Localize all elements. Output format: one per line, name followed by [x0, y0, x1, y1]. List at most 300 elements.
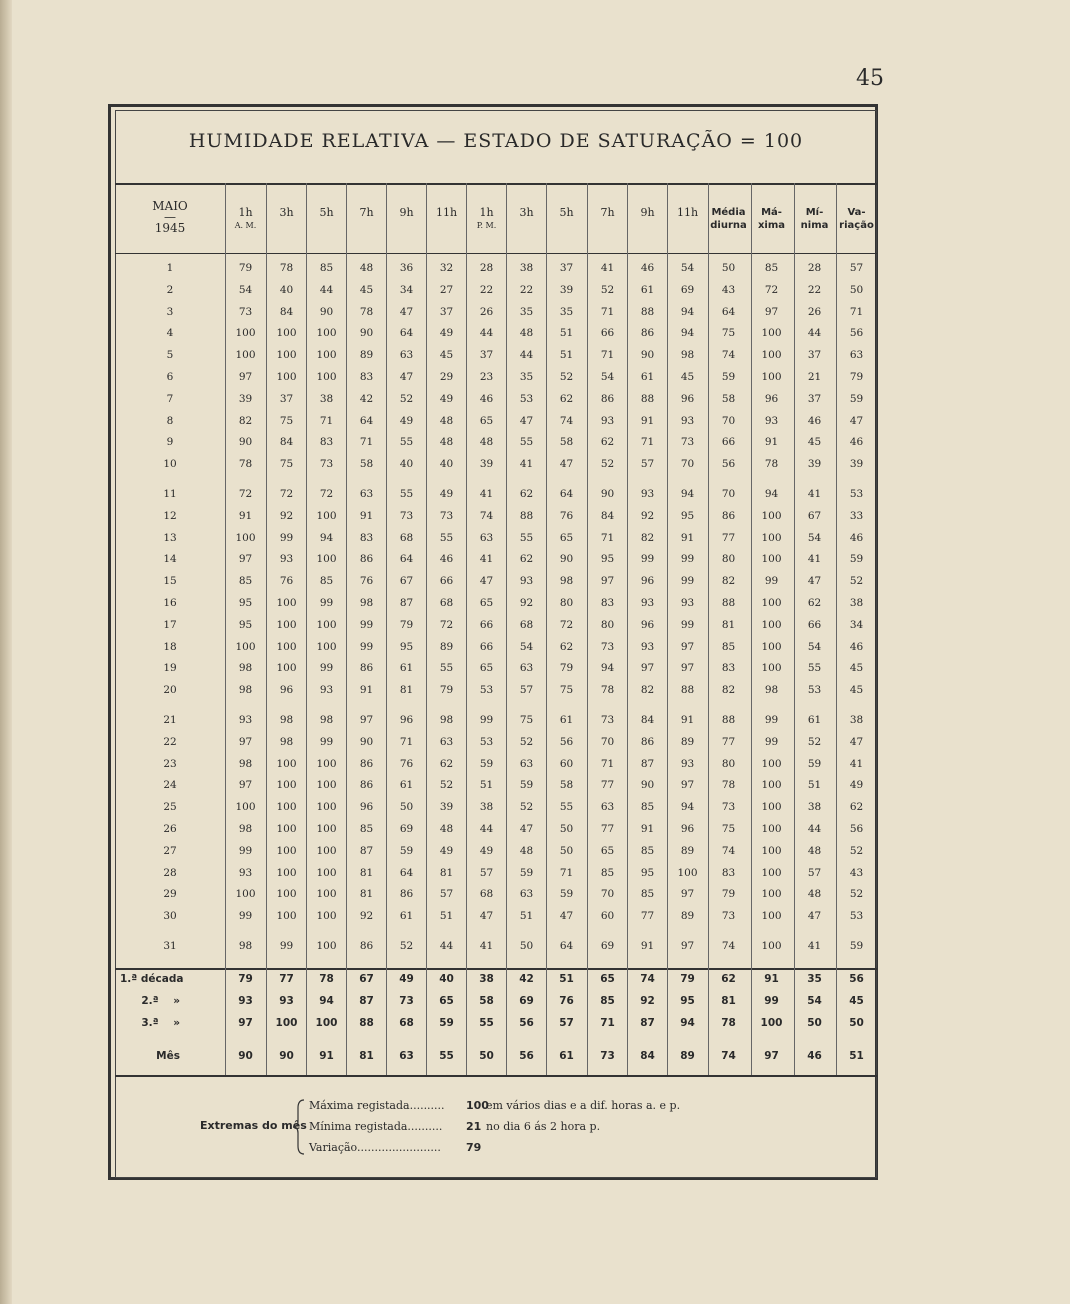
summary-cell: 78 [721, 1017, 736, 1029]
value-cell: 78 [764, 458, 779, 471]
value-cell: 48 [479, 436, 494, 449]
summary-top-rule [115, 968, 877, 970]
value-cell: 94 [680, 801, 695, 814]
value-cell: 75 [721, 327, 736, 340]
value-cell: 56 [721, 458, 736, 471]
value-cell: 99 [764, 735, 779, 748]
value-cell: 37 [807, 392, 822, 405]
value-cell: 34 [399, 283, 414, 296]
value-cell: 100 [276, 910, 297, 923]
value-cell: 88 [640, 392, 655, 405]
value-cell: 64 [559, 940, 574, 952]
value-cell: 39 [849, 458, 864, 471]
value-cell: 71 [399, 735, 414, 748]
header-column [667, 200, 708, 248]
value-cell: 57 [640, 458, 655, 471]
summary-cell: 56 [519, 1017, 534, 1029]
value-cell: 50 [559, 844, 574, 857]
value-cell: 40 [279, 283, 294, 296]
day-cell: 21 [163, 714, 177, 726]
value-cell: 96 [279, 684, 294, 697]
summary-cell: 79 [680, 973, 695, 985]
value-cell: 91 [640, 823, 655, 835]
value-cell: 46 [807, 414, 822, 427]
value-cell: 89 [359, 349, 374, 362]
value-cell: 100 [316, 349, 337, 362]
value-cell: 45 [680, 371, 695, 383]
value-cell: 53 [849, 488, 864, 500]
value-cell: 71 [559, 866, 574, 879]
page-number: 45 [856, 66, 884, 91]
value-cell: 100 [276, 597, 297, 609]
header-column [751, 200, 792, 248]
summary-cell: 95 [680, 995, 695, 1007]
value-cell: 39 [559, 283, 574, 296]
summary-cell: 50 [479, 1050, 494, 1062]
day-cell: 5 [166, 349, 174, 362]
value-cell: 46 [439, 553, 454, 566]
value-cell: 79 [399, 618, 414, 631]
day-cell: 12 [163, 509, 177, 522]
value-cell: 73 [319, 458, 334, 471]
summary-cell: 81 [359, 1050, 374, 1062]
value-cell: 41 [807, 488, 822, 500]
value-cell: 66 [439, 575, 454, 588]
value-cell: 97 [238, 735, 253, 748]
header-column-main: 5h [559, 206, 574, 219]
value-cell: 100 [276, 779, 297, 792]
summary-cell: 97 [764, 1050, 779, 1062]
value-cell: 89 [680, 910, 695, 923]
value-cell: 66 [479, 640, 494, 653]
value-cell: 100 [276, 801, 297, 814]
value-cell: 75 [519, 714, 534, 726]
value-cell: 43 [721, 283, 736, 296]
value-cell: 47 [849, 735, 864, 748]
value-cell: 37 [807, 349, 822, 362]
value-cell: 59 [849, 392, 864, 405]
day-cell: 7 [166, 392, 174, 405]
summary-cell: 81 [721, 995, 736, 1007]
value-cell: 88 [519, 509, 534, 522]
value-cell: 44 [807, 823, 822, 835]
value-cell: 72 [764, 283, 779, 296]
value-cell: 58 [721, 392, 736, 405]
value-cell: 79 [559, 662, 574, 675]
summary-cell: 46 [807, 1050, 822, 1062]
value-cell: 45 [807, 436, 822, 449]
extremes-label: Extremas do mês [200, 1119, 307, 1132]
value-cell: 54 [680, 262, 695, 274]
value-cell: 38 [519, 262, 534, 274]
value-cell: 78 [600, 684, 615, 697]
value-cell: 94 [319, 531, 334, 544]
value-cell: 84 [640, 714, 655, 726]
day-cell: 4 [166, 327, 174, 340]
day-cell: 23 [163, 757, 177, 770]
value-cell: 68 [439, 597, 454, 609]
value-cell: 99 [319, 597, 334, 609]
value-cell: 85 [319, 262, 334, 274]
header-column [266, 200, 307, 248]
header-column-sub: A. M. [234, 221, 257, 230]
extreme-name: Máxima registada.......... [309, 1099, 445, 1112]
value-cell: 49 [439, 844, 454, 857]
value-cell: 58 [359, 458, 374, 471]
summary-cell: 91 [319, 1050, 334, 1062]
value-cell: 100 [761, 553, 782, 566]
value-cell: 26 [807, 305, 822, 318]
header-column [836, 200, 877, 248]
value-cell: 95 [238, 597, 253, 609]
value-cell: 100 [316, 618, 337, 631]
value-cell: 98 [238, 940, 253, 952]
value-cell: 99 [238, 910, 253, 923]
day-cell: 11 [163, 488, 177, 500]
value-cell: 83 [600, 597, 615, 609]
day-cell: 19 [163, 662, 177, 675]
value-cell: 60 [559, 757, 574, 770]
value-cell: 65 [479, 597, 494, 609]
value-cell: 44 [807, 327, 822, 340]
value-cell: 100 [276, 823, 297, 835]
value-cell: 93 [680, 757, 695, 770]
value-cell: 62 [559, 392, 574, 405]
value-cell: 53 [807, 684, 822, 697]
value-cell: 100 [276, 866, 297, 879]
value-cell: 52 [399, 392, 414, 405]
value-cell: 48 [439, 414, 454, 427]
value-cell: 78 [721, 779, 736, 792]
value-cell: 57 [849, 262, 864, 274]
summary-cell: 51 [849, 1050, 864, 1062]
value-cell: 99 [640, 553, 655, 566]
header-column-main: Va- [847, 207, 866, 218]
value-cell: 28 [807, 262, 822, 274]
value-cell: 86 [600, 392, 615, 405]
value-cell: 63 [519, 662, 534, 675]
header-column-main: 7h [359, 206, 374, 219]
value-cell: 61 [399, 910, 414, 923]
value-cell: 69 [399, 823, 414, 835]
value-cell: 100 [316, 801, 337, 814]
value-cell: 47 [807, 575, 822, 588]
extreme-note: em vários dias e a dif. horas a. e p. [486, 1099, 681, 1112]
value-cell: 85 [600, 866, 615, 879]
summary-cell: 69 [519, 995, 534, 1007]
value-cell: 70 [721, 488, 736, 500]
value-cell: 79 [849, 371, 864, 383]
summary-cell: 93 [279, 995, 294, 1007]
summary-label: Mês [156, 1050, 180, 1062]
header-column [426, 200, 467, 248]
value-cell: 100 [276, 844, 297, 857]
day-cell: 24 [163, 779, 177, 792]
value-cell: 41 [807, 940, 822, 952]
header-column [466, 200, 507, 248]
value-cell: 68 [519, 618, 534, 631]
value-cell: 52 [559, 371, 574, 383]
value-cell: 74 [559, 414, 574, 427]
value-cell: 97 [359, 714, 374, 726]
value-cell: 95 [238, 618, 253, 631]
summary-cell: 50 [849, 1017, 864, 1029]
day-cell: 13 [163, 531, 177, 544]
summary-cell: 63 [399, 1050, 414, 1062]
value-cell: 96 [640, 575, 655, 588]
value-cell: 50 [519, 940, 534, 952]
value-cell: 72 [439, 618, 454, 631]
value-cell: 93 [279, 553, 294, 566]
value-cell: 48 [359, 262, 374, 274]
summary-cell: 85 [600, 995, 615, 1007]
value-cell: 50 [721, 262, 736, 274]
value-cell: 73 [721, 910, 736, 923]
day-cell: 26 [163, 823, 177, 835]
value-cell: 72 [279, 488, 294, 500]
value-cell: 99 [764, 575, 779, 588]
value-cell: 74 [721, 844, 736, 857]
value-cell: 100 [761, 640, 782, 653]
value-cell: 80 [600, 618, 615, 631]
value-cell: 40 [439, 458, 454, 471]
value-cell: 99 [279, 940, 294, 952]
summary-cell: 88 [359, 1017, 374, 1029]
value-cell: 81 [359, 888, 374, 901]
value-cell: 95 [399, 640, 414, 653]
summary-cell: 49 [399, 973, 414, 985]
value-cell: 41 [479, 553, 494, 566]
value-cell: 100 [235, 531, 256, 544]
value-cell: 48 [439, 823, 454, 835]
value-cell: 100 [316, 553, 337, 566]
day-cell: 14 [163, 553, 177, 566]
day-cell: 17 [163, 618, 177, 631]
summary-cell: 73 [399, 995, 414, 1007]
value-cell: 54 [519, 640, 534, 653]
value-cell: 83 [319, 436, 334, 449]
value-cell: 49 [439, 327, 454, 340]
day-cell: 20 [163, 684, 177, 697]
value-cell: 100 [316, 844, 337, 857]
value-cell: 100 [276, 327, 297, 340]
value-cell: 90 [559, 553, 574, 566]
extremes-top-rule [115, 1075, 877, 1077]
value-cell: 84 [279, 436, 294, 449]
value-cell: 93 [319, 684, 334, 697]
value-cell: 44 [319, 283, 334, 296]
value-cell: 86 [399, 888, 414, 901]
value-cell: 64 [399, 553, 414, 566]
value-cell: 66 [600, 327, 615, 340]
header-column-sub: xima [757, 220, 786, 231]
value-cell: 62 [807, 597, 822, 609]
value-cell: 100 [235, 640, 256, 653]
summary-cell: 73 [600, 1050, 615, 1062]
value-cell: 99 [359, 640, 374, 653]
value-cell: 47 [559, 910, 574, 923]
value-cell: 95 [600, 553, 615, 566]
value-cell: 22 [519, 283, 534, 296]
value-cell: 45 [849, 684, 864, 697]
value-cell: 46 [849, 531, 864, 544]
summary-label: 1.ª década [120, 973, 184, 985]
value-cell: 90 [640, 779, 655, 792]
value-cell: 63 [849, 349, 864, 362]
value-cell: 77 [600, 779, 615, 792]
header-top-rule [115, 183, 877, 185]
value-cell: 100 [316, 327, 337, 340]
value-cell: 94 [680, 305, 695, 318]
summary-cell: 42 [519, 973, 534, 985]
value-cell: 93 [680, 414, 695, 427]
value-cell: 62 [849, 801, 864, 814]
header-year: 1945 [154, 221, 186, 235]
day-cell: 30 [163, 910, 177, 923]
value-cell: 99 [238, 844, 253, 857]
extreme-value: 21 [466, 1120, 482, 1133]
value-cell: 91 [640, 940, 655, 952]
value-cell: 37 [439, 305, 454, 318]
value-cell: 97 [238, 779, 253, 792]
value-cell: 100 [761, 597, 782, 609]
value-cell: 53 [519, 392, 534, 405]
header-column-main: 9h [640, 206, 655, 219]
value-cell: 59 [849, 553, 864, 566]
value-cell: 100 [761, 866, 782, 879]
value-cell: 98 [279, 735, 294, 748]
value-cell: 100 [761, 509, 782, 522]
value-cell: 91 [680, 714, 695, 726]
summary-cell: 55 [479, 1017, 494, 1029]
value-cell: 59 [849, 940, 864, 952]
value-cell: 93 [640, 640, 655, 653]
day-cell: 29 [163, 888, 177, 901]
value-cell: 91 [238, 509, 253, 522]
header-column [627, 200, 668, 248]
value-cell: 100 [276, 662, 297, 675]
value-cell: 93 [764, 414, 779, 427]
value-cell: 65 [479, 662, 494, 675]
value-cell: 38 [849, 714, 864, 726]
value-cell: 57 [519, 684, 534, 697]
value-cell: 55 [439, 531, 454, 544]
value-cell: 100 [235, 327, 256, 340]
value-cell: 93 [600, 414, 615, 427]
value-cell: 97 [680, 662, 695, 675]
value-cell: 53 [479, 735, 494, 748]
day-cell: 15 [163, 575, 177, 588]
value-cell: 99 [680, 618, 695, 631]
value-cell: 90 [319, 305, 334, 318]
value-cell: 53 [479, 684, 494, 697]
header-column-main: Média [711, 207, 746, 218]
value-cell: 56 [559, 735, 574, 748]
value-cell: 22 [479, 283, 494, 296]
value-cell: 97 [680, 940, 695, 952]
header-column [546, 200, 587, 248]
summary-cell: 87 [640, 1017, 655, 1029]
value-cell: 84 [279, 305, 294, 318]
value-cell: 90 [238, 436, 253, 449]
value-cell: 47 [519, 823, 534, 835]
value-cell: 99 [279, 531, 294, 544]
value-cell: 61 [640, 283, 655, 296]
day-cell: 25 [163, 801, 177, 814]
value-cell: 96 [764, 392, 779, 405]
value-cell: 100 [235, 801, 256, 814]
value-cell: 55 [399, 488, 414, 500]
value-cell: 71 [600, 349, 615, 362]
value-cell: 76 [559, 509, 574, 522]
value-cell: 100 [316, 910, 337, 923]
value-cell: 86 [359, 779, 374, 792]
value-cell: 100 [316, 940, 337, 952]
value-cell: 70 [721, 414, 736, 427]
value-cell: 90 [359, 735, 374, 748]
summary-cell: 100 [315, 1017, 338, 1029]
value-cell: 85 [238, 575, 253, 588]
value-cell: 98 [319, 714, 334, 726]
value-cell: 52 [399, 940, 414, 952]
summary-cell: 61 [559, 1050, 574, 1062]
value-cell: 77 [600, 823, 615, 835]
value-cell: 38 [849, 597, 864, 609]
summary-cell: 87 [359, 995, 374, 1007]
summary-cell: 74 [640, 973, 655, 985]
value-cell: 35 [559, 305, 574, 318]
value-cell: 50 [399, 801, 414, 814]
value-cell: 69 [680, 283, 695, 296]
value-cell: 77 [721, 735, 736, 748]
value-cell: 41 [519, 458, 534, 471]
day-cell: 1 [166, 262, 174, 274]
value-cell: 63 [519, 757, 534, 770]
value-cell: 100 [761, 779, 782, 792]
value-cell: 100 [761, 940, 782, 952]
value-cell: 87 [640, 757, 655, 770]
summary-cell: 93 [238, 995, 253, 1007]
value-cell: 99 [319, 662, 334, 675]
value-cell: 98 [238, 757, 253, 770]
value-cell: 97 [680, 779, 695, 792]
summary-cell: 90 [238, 1050, 253, 1062]
header-column [346, 200, 387, 248]
value-cell: 61 [399, 662, 414, 675]
value-cell: 64 [721, 305, 736, 318]
value-cell: 88 [640, 305, 655, 318]
value-cell: 55 [807, 662, 822, 675]
value-cell: 92 [279, 509, 294, 522]
value-cell: 100 [235, 888, 256, 901]
summary-cell: 40 [439, 973, 454, 985]
value-cell: 37 [559, 262, 574, 274]
summary-cell: 100 [760, 1017, 783, 1029]
summary-cell: 74 [721, 1050, 736, 1062]
value-cell: 100 [276, 757, 297, 770]
value-cell: 71 [359, 436, 374, 449]
summary-cell: 84 [640, 1050, 655, 1062]
value-cell: 46 [479, 392, 494, 405]
value-cell: 96 [680, 392, 695, 405]
summary-cell: 62 [721, 973, 736, 985]
summary-cell: 56 [849, 973, 864, 985]
value-cell: 35 [519, 371, 534, 383]
value-cell: 71 [600, 531, 615, 544]
header-column-main: 3h [519, 206, 534, 219]
value-cell: 52 [807, 735, 822, 748]
value-cell: 89 [680, 735, 695, 748]
